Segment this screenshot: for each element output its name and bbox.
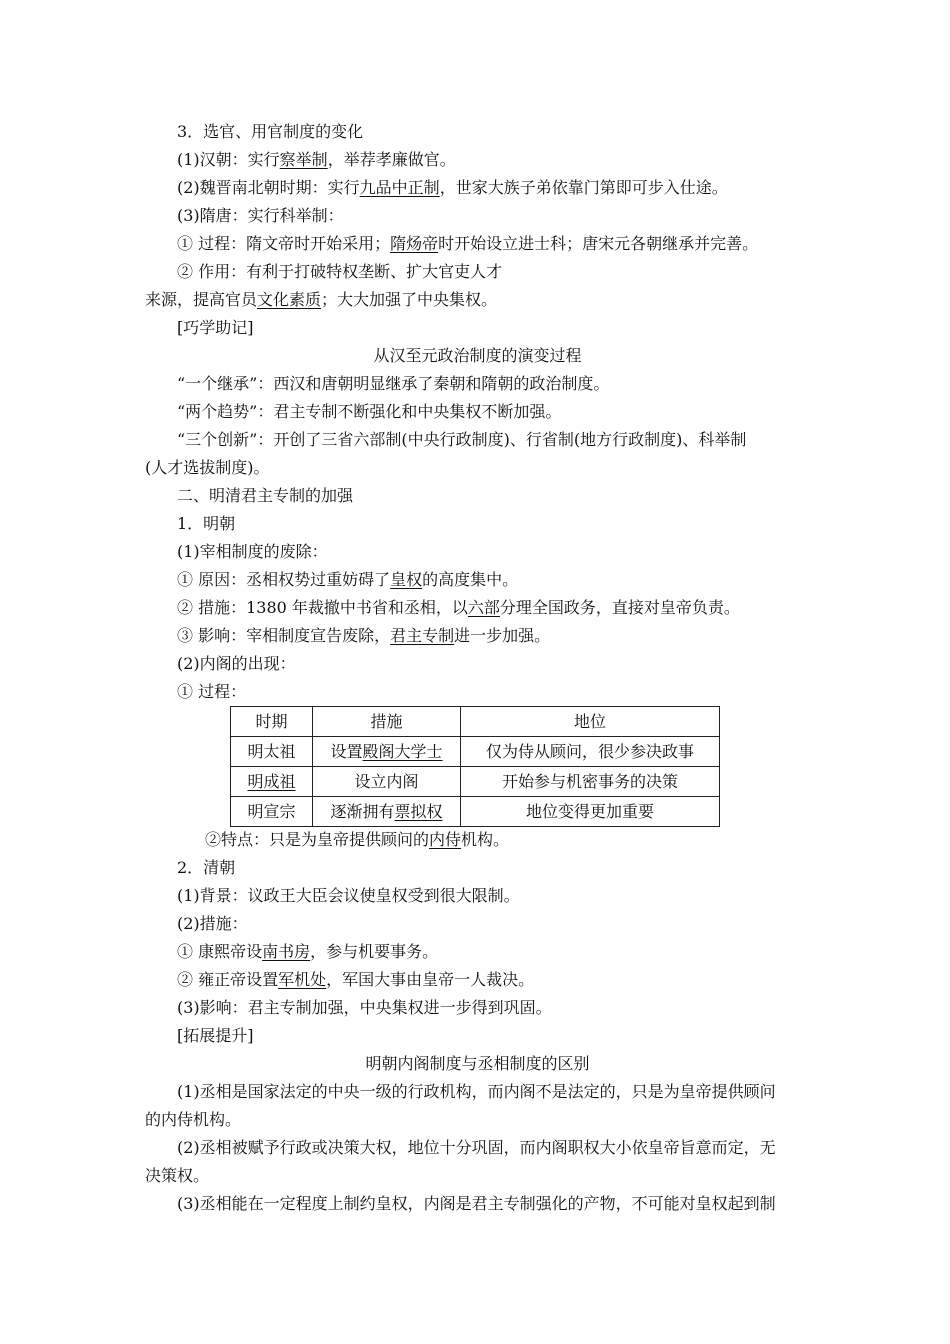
qing-impact: (3)影响：君主专制加强，中央集权进一步得到巩固。 [177,998,552,1017]
abolition-measure: ② 措施：1380 年裁撤中书省和丞相，以六部分理全国政务，直接对皇帝负责。 [177,598,740,617]
memo-title: 从汉至元政治制度的演变过程 [373,346,582,365]
table-row [231,797,720,827]
cell-status: 开始参与机密事务的决策 [461,767,720,797]
cabinet-table [230,706,720,827]
cell-period: 明太祖 [231,737,313,767]
extension-title: 明朝内阁制度与丞相制度的区别 [365,1054,590,1073]
memo-line-3: “三个创新”：开创了三省六部制(中央行政制度)、行省制(地方行政制度)、科举制 [177,430,747,449]
cell-measure: 逐渐拥有票拟权 [313,797,461,827]
header-period: 时期 [231,707,313,737]
header-measure: 措施 [313,707,461,737]
table-row [231,767,720,797]
extension-point-2-cont: 决策权。 [145,1166,210,1185]
sui-tang-line: (3)隋唐：实行科举制： [177,206,344,225]
table-row [231,737,720,767]
cell-status: 地位变得更加重要 [461,797,720,827]
extension-point-2: (2)丞相被赋予行政或决策大权，地位十分巩固，而内阁职权大小依皇帝旨意而定，无 [177,1138,776,1157]
cell-period: 明成祖 [231,767,313,797]
keju-effect-line: ② 作用：有利于打破特权垄断、扩大官吏人才 [177,262,503,281]
memo-line-3-cont: (人才选拔制度)。 [145,458,270,477]
memo-tag: [巧学助记] [177,318,254,337]
ming-heading: 1．明朝 [177,514,236,533]
section-2-heading: 二、明清君主专制的加强 [177,486,354,505]
table-header-row [231,707,720,737]
cell-measure: 设置殿阁大学士 [313,737,461,767]
extension-point-1-cont: 的内侍机构。 [145,1110,242,1129]
keju-process-line: ① 过程：隋文帝时开始采用；隋炀帝时开始设立进士科；唐宋元各朝继承并完善。 [177,234,759,253]
chancellor-abolition: (1)宰相制度的废除： [177,542,328,561]
yongzheng-line: ② 雍正帝设置军机处，军国大事由皇帝一人裁决。 [177,970,535,989]
header-status: 地位 [461,707,720,737]
qing-heading: 2．清朝 [177,858,236,877]
extension-tag: [拓展提升] [177,1026,254,1045]
cell-measure: 设立内阁 [313,767,461,797]
han-dynasty-line: (1)汉朝：实行察举制，举荐孝廉做官。 [177,150,456,169]
keju-effect-line-2: 来源，提高官员文化素质；大大加强了中央集权。 [145,290,498,309]
cabinet-process: ① 过程： [177,682,247,701]
memo-line-1: “一个继承”：西汉和唐朝明显继承了秦朝和隋朝的政治制度。 [177,374,610,393]
cell-status: 仅为侍从顾问，很少参决政事 [461,737,720,767]
qing-measures: (2)措施： [177,914,248,933]
memo-line-2: “两个趋势”：君主专制不断强化和中央集权不断加强。 [177,402,562,421]
cabinet-heading: (2)内阁的出现： [177,654,296,673]
abolition-impact: ③ 影响：宰相制度宣告废除，君主专制进一步加强。 [177,626,551,645]
abolition-cause: ① 原因：丞相权势过重妨碍了皇权的高度集中。 [177,570,519,589]
qing-background: (1)背景：议政王大臣会议使皇权受到很大限制。 [177,886,520,905]
cell-period: 明宣宗 [231,797,313,827]
extension-point-3: (3)丞相能在一定程度上制约皇权，内阁是君主专制强化的产物，不可能对皇权起到制 [177,1194,776,1213]
cabinet-feature: ②特点：只是为皇帝提供顾问的内侍机构。 [205,830,510,849]
wei-jin-line: (2)魏晋南北朝时期：实行九品中正制，世家大族子弟依靠门第即可步入仕途。 [177,178,728,197]
extension-point-1: (1)丞相是国家法定的中央一级的行政机构，而内阁不是法定的，只是为皇帝提供顾问 [177,1082,776,1101]
section-3-heading: 3．选官、用官制度的变化 [177,122,364,141]
kangxi-line: ① 康熙帝设南书房，参与机要事务。 [177,942,439,961]
